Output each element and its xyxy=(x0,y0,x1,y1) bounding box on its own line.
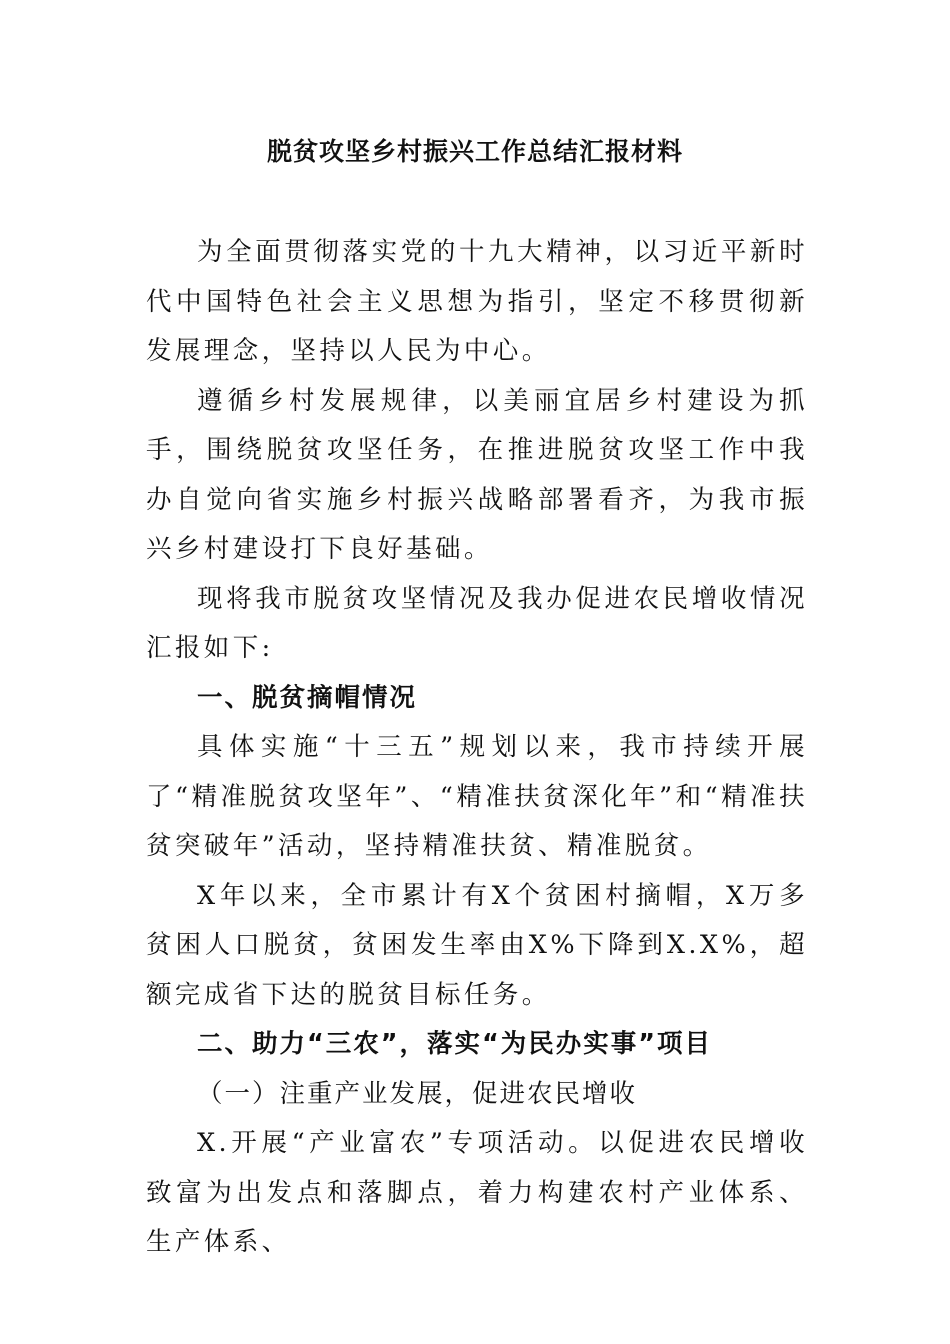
section-1-paragraph-1: 具体实施“十三五”规划以来，我市持续开展了“精准脱贫攻坚年”、“精准扶贫深化年”和“精准扶贫突破年”活动，坚持精准扶贫、精准脱贫。 xyxy=(146,732,808,861)
document-title: 脱贫攻坚乡村振兴工作总结汇报材料 xyxy=(266,137,683,166)
section-2-paragraph-1: X.开展“产业富农”专项活动。以促进农民增收致富为出发点和落脚点，着力构建农村产业体系、生产体系、 xyxy=(146,1128,808,1257)
section-2-heading: 二、助力“三农”，落实“为民办实事”项目 xyxy=(197,1029,713,1059)
intro-paragraph-2: 遵循乡村发展规律，以美丽宜居乡村建设为抓手，围绕脱贫攻坚任务，在推进脱贫攻坚工作中我办自觉向省实施乡村振兴战略部署看齐，为我市振兴乡村建设打下良好基础。 xyxy=(146,385,808,564)
section-1-heading: 一、脱贫摘帽情况 xyxy=(197,682,418,713)
document-body xyxy=(146,228,808,1268)
intro-paragraph-3: 现将我市脱贫攻坚情况及我办促进农民增收情况汇报如下: xyxy=(146,583,808,663)
intro-paragraph-1: 为全面贯彻落实党的十九大精神，以习近平新时代中国特色社会主义思想为指引，坚定不移贯彻新发展理念，坚持以人民为中心。 xyxy=(146,237,808,366)
section-2-subheading: （一）注重产业发展，促进农民增收 xyxy=(197,1078,638,1109)
section-1-paragraph-2: X年以来，全市累计有X个贫困村摘帽，X万多贫困人口脱贫，贫困发生率由X%下降到X.X%，超额完成省下达的脱贫目标任务。 xyxy=(146,880,808,1010)
